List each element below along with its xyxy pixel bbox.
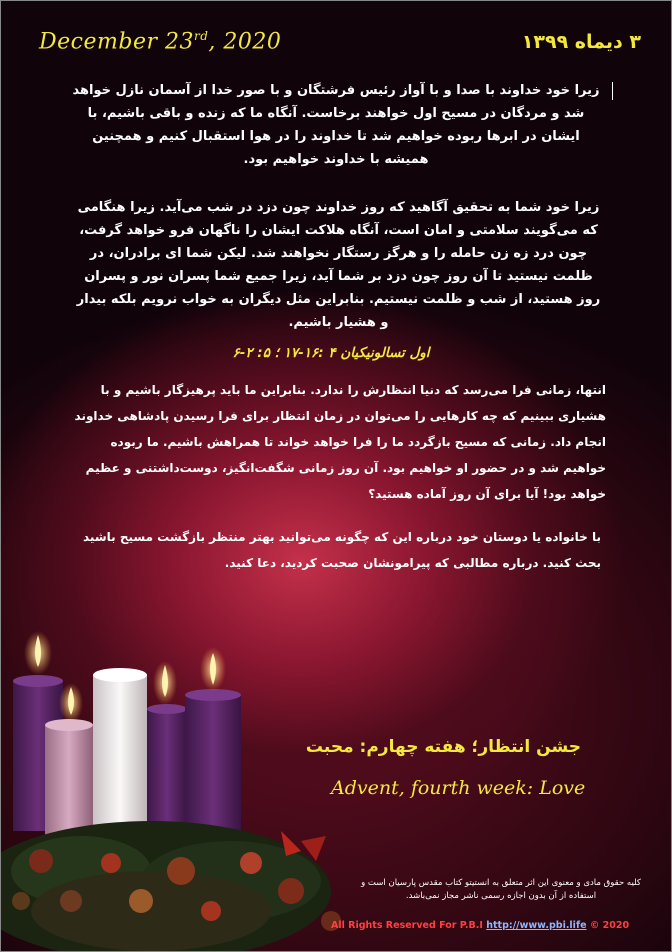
copyright-notice-english <box>331 920 630 931</box>
advent-title-persian: جشن انتظار؛ هفته چهارم: محبت <box>305 737 581 757</box>
reflection-paragraph-2: با خانواده یا دوستان خود درباره این که چگونه می‌توانید بهتر منتظر بازگشت مسیح باشید بحث کنید. درباره مطالبی که پیرامونشان صحبت کردید، دعا کنید. <box>83 530 601 570</box>
date-english-year: , 2020 <box>208 29 282 55</box>
date-english-suffix: rd <box>193 29 209 43</box>
copyright-prefix: All Rights Reserved For P.B.I <box>331 920 483 931</box>
advent-title-english: Advent, fourth week: Love <box>331 777 586 799</box>
scripture-paragraph-2: زیرا خود شما به تحقیق آگاهید که روز خداوند چون دزد در شب می‌آید. زیرا هنگامی که می‌گویند سلامتی و امان است، آنگاه هلاکت ایشان را ناگهان فرو خواهد گرفت، چون درد زه زن حامله را و هرگز رستگار نخواهند شد. لیکن شما ای برادران، در ظلمت نیستید تا آن روز چون دزد بر شما آید، زیرا جمیع شما پسران نور و پسران روز هستید، از شب و ظلمت نیستیم. بنابراین مثل دیگران به خواب نرویم بلکه بیدار و هشیار باشیم. <box>76 200 601 330</box>
scripture-paragraph-1: زیرا خود خداوند با صدا و با آواز رئیس فرشتگان و با صور خدا از آسمان نازل خواهد شد و مردگان در مسیح اول خواهند برخاست. آنگاه ما که زنده و باقی باشیم، با ایشان در ابرها ربوده خواهیم شد تا خداوند را در هوا استقبال کنیم و همچنین همیشه با خداوند خواهیم بود. <box>71 79 601 171</box>
date-persian: ۳ دیماه ۱۳۹۹ <box>521 31 641 53</box>
advent-wreath-illustration <box>1 601 361 951</box>
candle-white <box>93 668 147 845</box>
date-english <box>39 29 281 54</box>
reflection-paragraph-1: انتها، زمانی فرا می‌رسد که دنیا انتظارش را ندارد. بنابراین ما باید پرهیزگار باشیم و با هشیاری ببینیم که چه کارهایی را می‌توان در زمان انتظار برای فرا رسیدن پادشاهی خداوند انجام داد. زمانی که مسیح بازگردد ما را فرا خواهد خواند تا همراهش باشیم. ما ربوده خواهیم شد و در حضور او خواهیم بود. آن روز زمانی شگفت‌انگیز، دوست‌داشتنی و عظیم خواهد بود! آیا برای آن روز آماده هستید؟ <box>74 383 606 501</box>
candle-purple-center <box>147 661 187 849</box>
scripture-reference: اول تسالونیکیان ۴ :۱۶-۱۷ ؛ ۵: ۲-۶ <box>232 345 430 361</box>
copyright-notice-persian: کلیه حقوق مادی و معنوی این اثر متعلق به انستیتو کتاب مقدس پارسیان است و استفاده از آن بدون اجازه رسمی ناشر مجاز نمی‌باشد. <box>361 878 641 901</box>
wreath-greenery <box>1 821 341 951</box>
website-link[interactable]: http://www.pbi.life <box>486 920 587 931</box>
copyright-suffix: © 2020 <box>589 920 630 931</box>
date-english-main: December 23 <box>39 29 194 55</box>
